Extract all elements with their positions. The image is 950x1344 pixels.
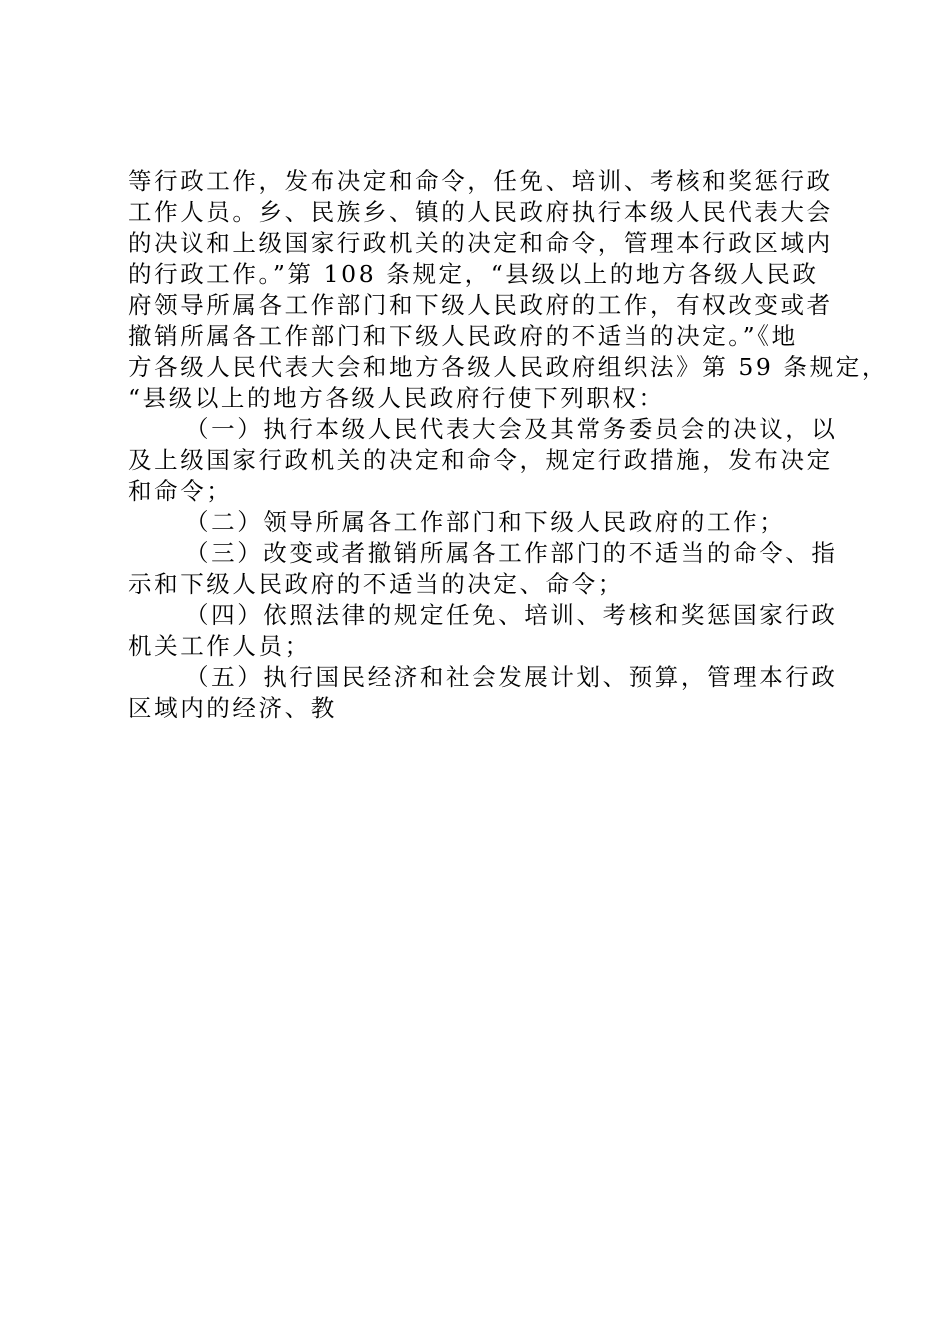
text-line: 示和下级人民政府的不适当的决定、命令； — [128, 570, 624, 598]
list-item-line: （三）改变或者撤销所属各工作部门的不适当的命令、指 — [185, 539, 838, 567]
document-body — [128, 166, 888, 724]
text-line: 区域内的经济、教 — [128, 694, 337, 722]
text-line: 机关工作人员； — [128, 632, 311, 660]
text-line: 和命令； — [128, 477, 233, 505]
list-item-line: （五）执行国民经济和社会发展计划、预算，管理本行政 — [185, 663, 838, 691]
text-line: 及上级国家行政机关的决定和命令，规定行政措施，发布决定 — [128, 446, 833, 474]
text-line: 撤销所属各工作部门和下级人民政府的不适当的决定。”《地 — [128, 322, 798, 350]
text-line: 方各级人民代表大会和地方各级人民政府组织法》第 59 条规定， — [128, 353, 888, 381]
text-line: “县级以上的地方各级人民政府行使下列职权： — [128, 384, 665, 412]
text-line: 工作人员。乡、民族乡、镇的人民政府执行本级人民代表大会 — [128, 198, 833, 226]
text-line: 的决议和上级国家行政机关的决定和命令，管理本行政区域内 — [128, 229, 833, 257]
list-item-line: （四）依照法律的规定任免、培训、考核和奖惩国家行政 — [185, 601, 838, 629]
list-item-line: （二）领导所属各工作部门和下级人民政府的工作； — [185, 508, 786, 536]
text-line: 的行政工作。”第 108 条规定，“县级以上的地方各级人民政 — [128, 260, 819, 288]
list-item-line: （一）执行本级人民代表大会及其常务委员会的决议，以 — [185, 415, 838, 443]
text-line: 府领导所属各工作部门和下级人民政府的工作，有权改变或者 — [128, 291, 833, 319]
text-line: 等行政工作，发布决定和命令，任免、培训、考核和奖惩行政 — [128, 167, 833, 195]
